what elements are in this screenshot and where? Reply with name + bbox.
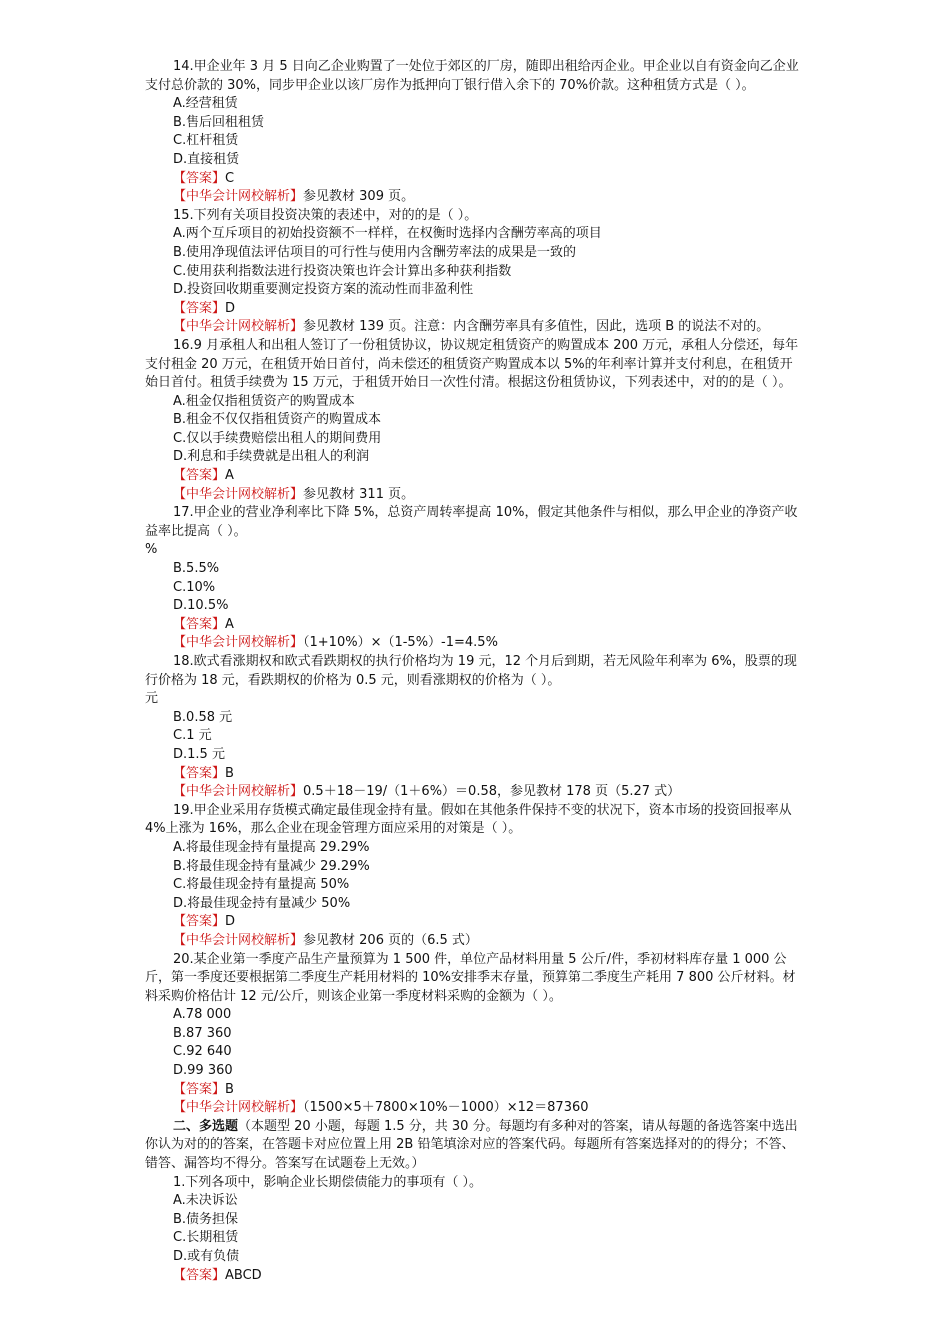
text-line — [145, 839, 805, 858]
line-text: D.将最佳现金持有量减少 50% — [173, 895, 351, 911]
text-line — [145, 634, 805, 653]
answer-label: 【答案】 — [173, 1267, 226, 1283]
line-text: C.使用获利指数法进行投资决策也许会计算出多种获利指数 — [173, 263, 512, 279]
text-line — [145, 783, 805, 802]
line-text: B.租金不仅仅指租赁资产的购置成本 — [173, 412, 382, 428]
line-text: 参见教材 309 页。 — [303, 189, 415, 205]
answer-label: 【答案】 — [173, 1081, 226, 1097]
line-text: 19.甲企业采用存货模式确定最佳现金持有量。假如在其他条件保持不变的状况下，资本市场的投资回报率从 4%上涨为 16%，那么企业在现金管理方面应采用的对策是（ ）。 — [145, 802, 792, 837]
line-text: （1500×5＋7800×10%－1000）×12＝87360 — [303, 1100, 589, 1116]
line-text: B.87 360 — [173, 1025, 232, 1041]
text-line — [145, 1043, 805, 1062]
text-line — [145, 802, 805, 839]
line-text: D.利息和手续费就是出租人的利润 — [173, 449, 370, 465]
text-line — [145, 1174, 805, 1193]
line-text: D.直接租赁 — [173, 151, 240, 167]
answer-label: 【中华会计网校解析】 — [173, 486, 304, 502]
line-text: 14.甲企业年 3 月 5 日向乙企业购置了一处位于郊区的厂房，随即出租给丙企业。甲企业以自有资金向乙企业支付总价款的 30%，同步甲企业以该厂房作为抵押向丁银行借入余下的 70%价款。这种租赁方式是（ ）。 — [145, 59, 799, 93]
text-line — [145, 913, 805, 932]
text-line — [145, 244, 805, 263]
text-line — [145, 207, 805, 226]
line-text: A.经营租赁 — [173, 96, 238, 112]
text-line — [145, 486, 805, 505]
answer-label: 【答案】 — [173, 914, 226, 930]
answer-label: 【中华会计网校解析】 — [173, 319, 304, 335]
answer-label: 【中华会计网校解析】 — [173, 189, 304, 205]
line-text: D.或有负债 — [173, 1249, 240, 1264]
answer-label: 【答案】 — [173, 300, 226, 316]
text-line — [145, 746, 805, 765]
text-line — [145, 616, 805, 635]
text-line — [145, 1267, 805, 1286]
text-line — [145, 337, 805, 393]
line-text: A — [225, 616, 234, 632]
text-line — [145, 1062, 805, 1081]
line-text: C.仅以手续费赔偿出租人的期间费用 — [173, 430, 382, 446]
text-line — [145, 932, 805, 951]
text-line — [145, 690, 805, 709]
text-line — [145, 951, 805, 1007]
line-text: A.将最佳现金持有量提高 29.29% — [173, 839, 370, 855]
text-line — [145, 541, 805, 560]
text-line — [145, 318, 805, 337]
text-line — [145, 151, 805, 170]
line-text: D.投资回收期重要测定投资方案的流动性而非盈利性 — [173, 282, 474, 298]
line-text: B.将最佳现金持有量减少 29.29% — [173, 858, 370, 874]
line-text: 参见教材 139 页。注意：内含酬劳率具有多值性，因此，选项 B 的说法不对的。 — [303, 319, 770, 335]
line-text: D — [225, 300, 236, 316]
line-text: 18.欧式看涨期权和欧式看跌期权的执行价格均为 19 元，12 个月后到期，若无风险年利率为 6%，股票的现行价格为 18 元，看跌期权的价格为 0.5 元，则看涨期权的价格为（ ）。 — [145, 654, 797, 688]
text-line — [145, 225, 805, 244]
line-text: （1+10%）×（1-5%）-1=4.5% — [303, 635, 498, 651]
line-text: ABCD — [225, 1267, 262, 1283]
text-line — [145, 411, 805, 430]
document-page — [145, 58, 805, 1285]
text-line — [145, 727, 805, 746]
line-text: C.1 元 — [173, 728, 212, 744]
line-text: B.售后回租租赁 — [173, 114, 265, 130]
text-line — [145, 1248, 805, 1267]
line-text: A — [225, 468, 234, 484]
text-line — [145, 300, 805, 319]
line-text: 元 — [145, 691, 159, 707]
text-line — [145, 560, 805, 579]
line-text: D.99 360 — [173, 1063, 233, 1079]
answer-label: 【答案】 — [173, 616, 226, 632]
line-text: A.两个互斥项目的初始投资额不一样样，在权衡时选择内含酬劳率高的项目 — [173, 226, 602, 242]
text-line — [145, 1118, 805, 1174]
line-text: B.使用净现值法评估项目的可行性与使用内含酬劳率法的成果是一致的 — [173, 244, 577, 260]
text-line — [145, 114, 805, 133]
line-text: 参见教材 311 页。 — [303, 486, 415, 502]
answer-label: 【中华会计网校解析】 — [173, 1100, 304, 1116]
text-line — [145, 430, 805, 449]
line-text: 20.某企业第一季度产品生产量预算为 1 500 件，单位产品材料用量 5 公斤/件，季初材料库存量 1 000 公斤，第一季度还要根据第二季度生产耗用材料的 10%安排季末存量，预算第二季度生产耗用 7 800 公斤材料。材料采购价格估计 12 元/公斤，则该企业第一季度材料采购的金额为（ ）。 — [145, 951, 796, 1004]
answer-label: 【答案】 — [173, 170, 226, 186]
text-line — [145, 393, 805, 412]
line-text: 15.下列有关项目投资决策的表述中，对的的是（ ）。 — [173, 207, 478, 223]
line-text: B.债务担保 — [173, 1211, 239, 1227]
line-text: C — [225, 170, 235, 186]
line-text: A.78 000 — [173, 1007, 232, 1023]
text-line — [145, 1081, 805, 1100]
answer-label: 【中华会计网校解析】 — [173, 932, 304, 948]
text-line — [145, 170, 805, 189]
text-line — [145, 653, 805, 690]
text-line — [145, 188, 805, 207]
text-line — [145, 448, 805, 467]
line-text: 1.下列各项中，影响企业长期偿债能力的事项有（ ）。 — [173, 1174, 483, 1190]
text-line — [145, 1229, 805, 1248]
text-line — [145, 281, 805, 300]
text-line — [145, 1099, 805, 1118]
text-line — [145, 1211, 805, 1230]
line-text: C.将最佳现金持有量提高 50% — [173, 877, 350, 893]
line-text: （本题型 20 小题，每题 1.5 分，共 30 分。每题均有多种对的答案，请从每题的备选答案中选出你认为对的的答案，在答题卡对应位置上用 2B 铅笔填涂对应的答案代码。每题所有答案选择对的的得分；不答、错答、漏答均不得分。答案写在试题卷上无效。） — [145, 1118, 798, 1172]
text-line — [145, 858, 805, 877]
text-line — [145, 597, 805, 616]
line-text: C.长期租赁 — [173, 1230, 239, 1246]
line-text: 17.甲企业的营业净利率比下降 5%，总资产周转率提高 10%，假定其他条件与相似，那么甲企业的净资产收益率比提高（ ）。 — [145, 505, 798, 539]
text-line — [145, 709, 805, 728]
line-text: % — [145, 542, 158, 558]
answer-label: 【答案】 — [173, 468, 226, 484]
line-text: 16.9 月承租人和出租人签订了一份租赁协议，协议规定租赁资产的购置成本 200 万元，承租人分偿还，每年支付租金 20 万元，在租赁开始日首付，尚未偿还的租赁资产购置成本以 5%的年利率计算并支付利息，在租赁开始日首付。租赁手续费为 15 万元，于租赁开始日一次性付清。根据这份租赁协议，下列表述中，对的的是（ ）。 — [145, 337, 799, 391]
line-text: C.杠杆租赁 — [173, 133, 239, 149]
text-line — [145, 263, 805, 282]
line-text: A.未决诉讼 — [173, 1193, 238, 1209]
line-text: B.5.5% — [173, 561, 220, 577]
text-line — [145, 1006, 805, 1025]
answer-label: 【答案】 — [173, 765, 226, 781]
text-line — [145, 876, 805, 895]
line-text: A.租金仅指租赁资产的购置成本 — [173, 393, 355, 409]
text-line — [145, 132, 805, 151]
answer-label: 【中华会计网校解析】 — [173, 635, 304, 651]
section-heading: 二、多选题 — [173, 1118, 239, 1134]
text-line — [145, 765, 805, 784]
text-line — [145, 1192, 805, 1211]
text-line — [145, 895, 805, 914]
line-text: C.10% — [173, 579, 216, 595]
line-text: 参见教材 206 页的（6.5 式） — [303, 932, 478, 948]
line-text: D.10.5% — [173, 598, 229, 614]
line-text: B.0.58 元 — [173, 709, 233, 725]
line-text: B — [225, 765, 234, 781]
text-line — [145, 504, 805, 541]
line-text: D — [225, 914, 236, 930]
text-line — [145, 58, 805, 95]
text-line — [145, 1025, 805, 1044]
line-text: 0.5＋18－19/（1＋6%）＝0.58，参见教材 178 页（5.27 式） — [303, 784, 681, 800]
line-text: B — [225, 1081, 234, 1097]
text-line — [145, 95, 805, 114]
text-line — [145, 579, 805, 598]
answer-label: 【中华会计网校解析】 — [173, 784, 304, 800]
text-line — [145, 467, 805, 486]
line-text: C.92 640 — [173, 1044, 232, 1060]
line-text: D.1.5 元 — [173, 746, 225, 762]
